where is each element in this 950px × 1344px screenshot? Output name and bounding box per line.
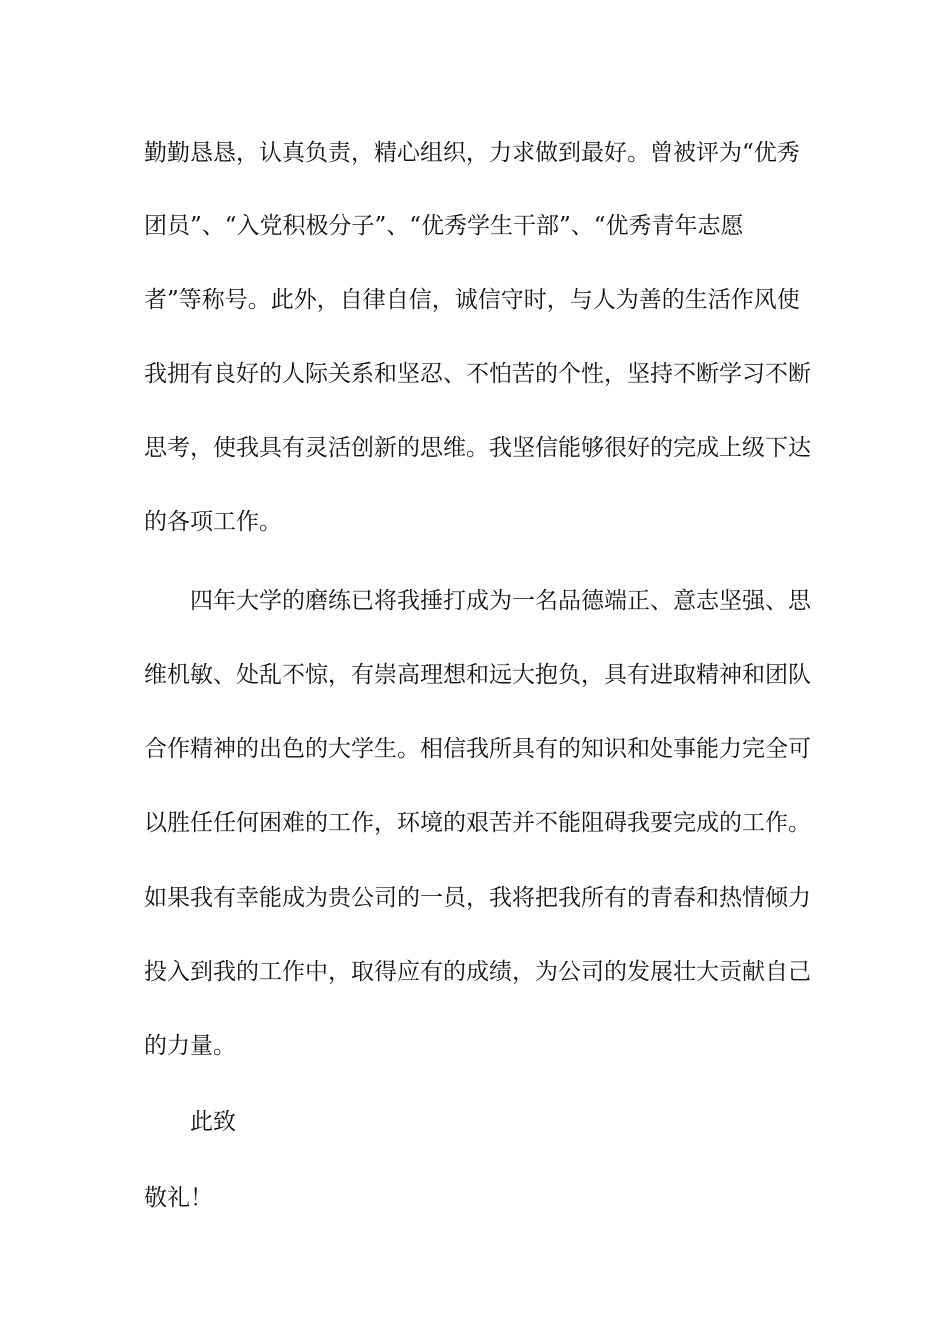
text-line: 以胜任任何困难的工作，环境的艰苦并不能阻碍我要完成的工作。	[144, 810, 811, 836]
text-line: 勤勤恳恳，认真负责，精心组织，力求做到最好。曾被评为“优秀	[144, 140, 800, 166]
text-line: 我拥有良好的人际关系和坚忍、不怕苦的个性，坚持不断学习不断	[144, 361, 811, 387]
text-line: 如果我有幸能成为贵公司的一员，我将把我所有的青春和热情倾力	[144, 885, 811, 911]
text-line: 合作精神的出色的大学生。相信我所具有的知识和处事能力完全可	[144, 736, 811, 762]
text-line: 投入到我的工作中，取得应有的成绩，为公司的发展壮大贡献自己	[144, 959, 811, 985]
text-line: 者”等称号。此外，自律自信，诚信守时，与人为善的生活作风使	[144, 287, 800, 313]
text-line: 的各项工作。	[144, 509, 282, 535]
text-line: 四年大学的磨练已将我捶打成为一名品德端正、意志坚强、思	[190, 588, 811, 614]
closing-regards: 敬礼！	[144, 1185, 213, 1211]
text-line: 维机敏、处乱不惊，有崇高理想和远大抱负，具有进取精神和团队	[144, 662, 811, 688]
text-line: 思考，使我具有灵活创新的思维。我坚信能够很好的完成上级下达	[144, 435, 811, 461]
text-line: 的力量。	[144, 1033, 236, 1059]
text-line: 团员”、“入党积极分子”、“优秀学生干部”、“优秀青年志愿	[144, 213, 744, 239]
closing-salutation: 此致	[190, 1109, 236, 1135]
